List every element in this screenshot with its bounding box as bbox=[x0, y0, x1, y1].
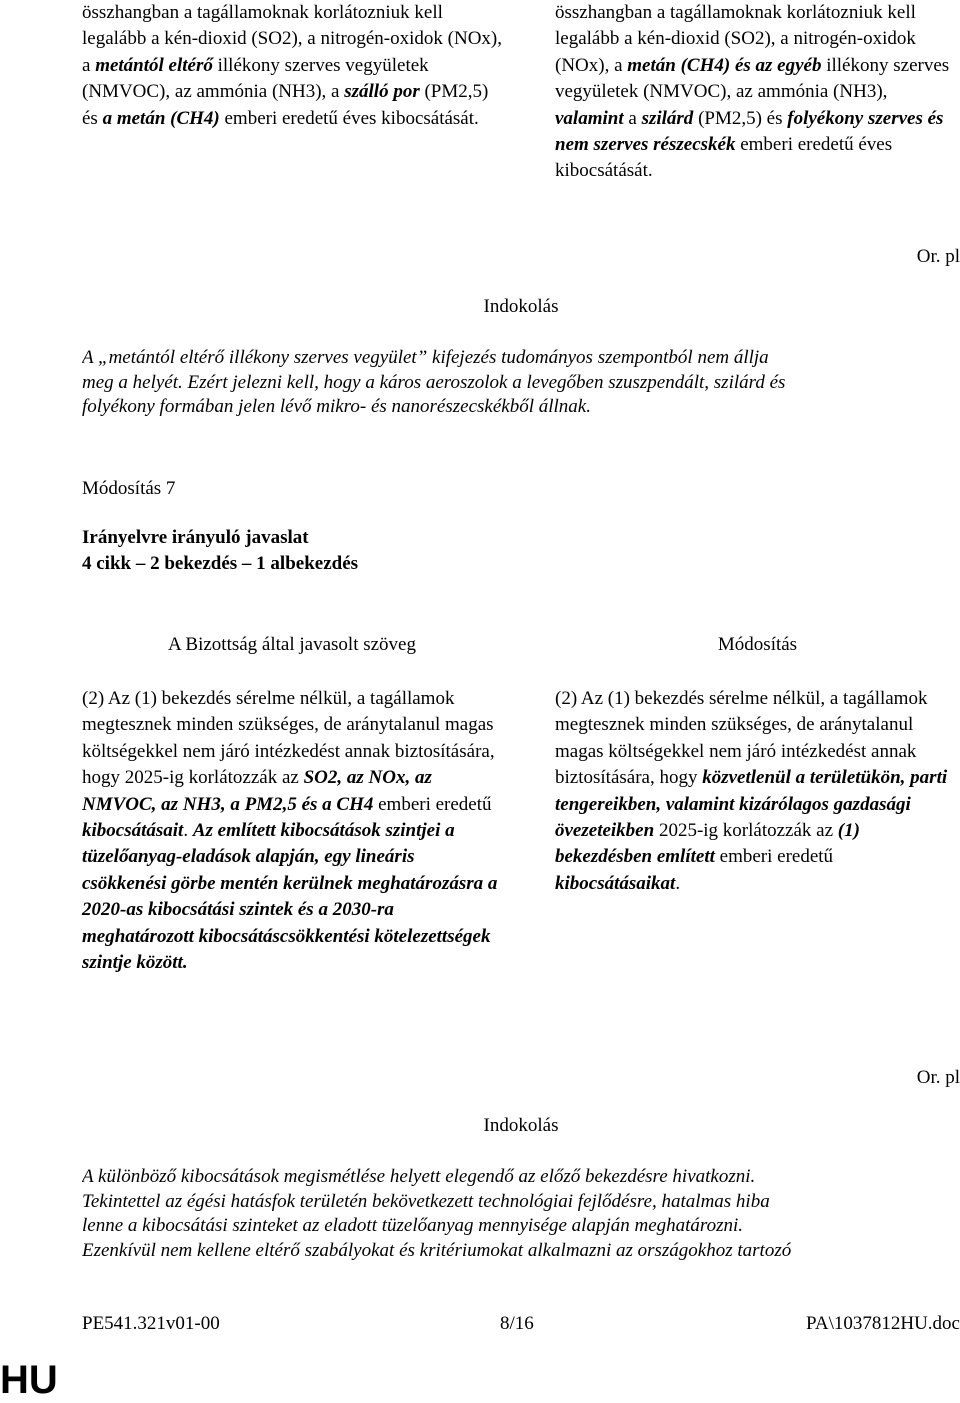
text-run: emberi eredetű bbox=[714, 846, 834, 868]
text-run: A különböző kibocsátások megismétlése helyett elegendő az előző bekezdésre hivatkozni. bbox=[82, 1166, 756, 1187]
text-run: metántól eltérő bbox=[95, 54, 213, 76]
text-run: metán (CH4) és az egyéb bbox=[627, 54, 822, 76]
text-run: SO2, az NOx, az NMVOC, az NH3, a PM2,5 és a CH4 bbox=[82, 767, 432, 815]
text-run: Az említett kibocsátások szintjei a tüzelőanyag-eladások alapján, egy lineáris csökkenési görbe mentén kerülnek meghatározásra a 2020-as kibocsátási szintek és a 2030-ra meghatározott kibocsátáscsökkentési kötelezettségek szintje között. bbox=[82, 820, 498, 974]
text-run: (2) Az (1) bekezdés sérelme nélkül, a tagállamok megtesznek minden szükséges, de aránytalanul magas költségekkel nem járó intézkedést annak biztosítására, hogy bbox=[555, 688, 928, 789]
text-run: illékony szerves vegyületek (NMVOC), az ammónia (NH3), bbox=[555, 54, 950, 103]
language-code: HU bbox=[0, 1358, 58, 1402]
commission-text-heading: A Bizottság által javasolt szöveg bbox=[167, 634, 416, 655]
justification-text bbox=[82, 1165, 960, 1263]
document-filename: PA\1037812HU.doc bbox=[806, 1313, 960, 1334]
text-line bbox=[82, 371, 960, 396]
text-line bbox=[82, 1190, 960, 1215]
text-run: . bbox=[675, 872, 681, 894]
amendment-title: Módosítás 7 bbox=[82, 478, 176, 499]
text-run: szálló por bbox=[344, 81, 420, 103]
text-run: kibocsátásaikat bbox=[555, 872, 676, 894]
justification-heading: Indokolás bbox=[483, 1115, 559, 1136]
text-run: valamint bbox=[555, 107, 624, 129]
text-line bbox=[82, 395, 960, 420]
text-run: A „metántól eltérő illékony szerves vegyület” kifejezés tudományos szempontból nem állja bbox=[82, 347, 769, 368]
justification-heading: Indokolás bbox=[483, 296, 559, 317]
text-run: illékony szerves vegyületek (NMVOC), az ammónia (NH3), a bbox=[82, 54, 429, 103]
text-run: (2) Az (1) bekezdés sérelme nélkül, a tagállamok megtesznek minden szükséges, de aránytalanul magas költségekkel nem járó intézkedést annak biztosítására, hogy 2025-ig korlátozzák az bbox=[82, 688, 495, 789]
page-number: 8/16 bbox=[500, 1313, 534, 1334]
text-run: Tekintettel az égési hatásfok területén bekövetkezett technológiai fejlődésre, hatalmas hiba bbox=[82, 1190, 770, 1212]
text-run: összhangban a tagállamoknak korlátozniuk kell legalább a kén-dioxid (SO2), a nitrogén-oxidok (NOx), a bbox=[555, 2, 916, 76]
original-language-label: Or. pl bbox=[916, 246, 960, 267]
text-run: kibocsátásait bbox=[82, 820, 184, 842]
text-run: emberi eredetű bbox=[373, 793, 492, 815]
text-run: emberi eredetű éves kibocsátását. bbox=[219, 107, 479, 129]
amendment-heading: Módosítás bbox=[717, 634, 798, 655]
document-reference: PE541.321v01-00 bbox=[82, 1313, 220, 1334]
text-run: folyékony formában jelen lévő mikro- és nanorészecskékből állnak. bbox=[82, 396, 591, 418]
text-run: (PM2,5) és bbox=[82, 81, 489, 129]
text-line bbox=[82, 1239, 960, 1264]
proposal-label: Irányelvre irányuló javaslat bbox=[82, 527, 309, 548]
text-run: (1) bekezdésben említett bbox=[555, 820, 860, 868]
text-run: Ezenkívül nem kellene eltérő szabályokat és kritériumokat alkalmazni az országokhoz tartozó bbox=[82, 1239, 792, 1261]
previous-amended-text bbox=[555, 0, 960, 185]
text-run: szilárd bbox=[641, 107, 694, 129]
justification-text bbox=[82, 346, 960, 420]
text-line bbox=[82, 346, 960, 371]
text-run: meg a helyét. bbox=[82, 371, 183, 393]
amended-text bbox=[555, 686, 960, 897]
text-run: közvetlenül a területükön, parti tengereikben, valamint kizárólagos gazdasági övezeteikben bbox=[555, 767, 948, 842]
commission-text bbox=[82, 686, 502, 976]
text-run: emberi eredetű éves kibocsátását. bbox=[555, 134, 893, 182]
text-run: a bbox=[623, 107, 642, 129]
text-run: folyékony szerves és nem szerves részecskék bbox=[555, 107, 944, 156]
text-line bbox=[82, 1165, 960, 1190]
original-language-label: Or. pl bbox=[916, 1067, 960, 1088]
previous-commission-text bbox=[82, 0, 502, 132]
text-run: lenne a kibocsátási szinteket az eladott tüzelőanyag mennyisége alapján meghatározni. bbox=[82, 1215, 744, 1237]
text-run: a metán (CH4) bbox=[102, 107, 220, 129]
text-run: 2025-ig korlátozzák az bbox=[654, 820, 838, 842]
article-reference: 4 cikk – 2 bekezdés – 1 albekezdés bbox=[82, 553, 359, 574]
text-run: . bbox=[183, 820, 193, 842]
text-line bbox=[82, 1214, 960, 1239]
text-run: Ezért jelezni kell, hogy a káros aeroszolok a levegőben szuszpendált, szilárd és bbox=[182, 371, 786, 393]
text-run: összhangban a tagállamoknak korlátozniuk kell legalább a kén-dioxid (SO2), a nitrogén-oxidok (NOx), a bbox=[82, 2, 503, 76]
text-run: (PM2,5) és bbox=[693, 107, 788, 129]
